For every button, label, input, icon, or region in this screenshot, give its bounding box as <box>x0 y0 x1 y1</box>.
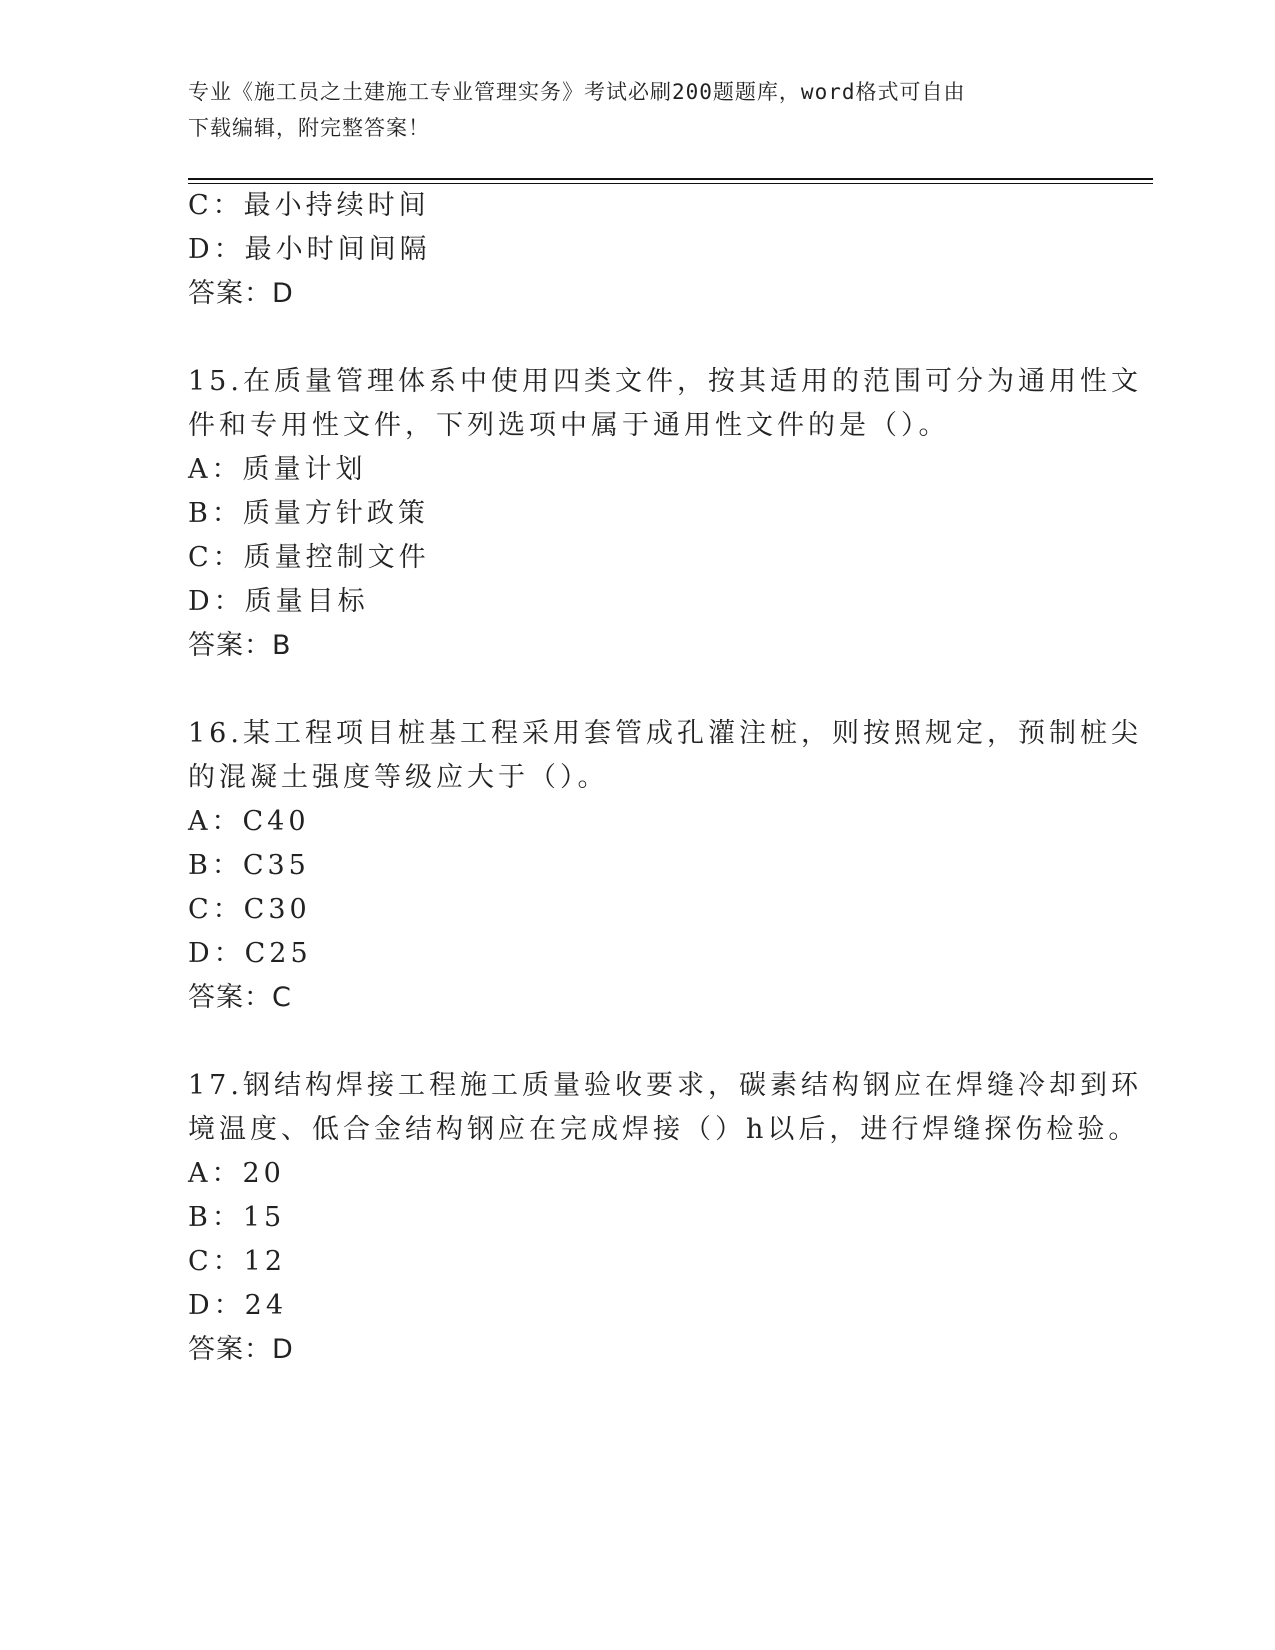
q14-option-d: D：最小时间间隔 <box>188 234 431 265</box>
q15-answer: 答案：B <box>188 630 292 661</box>
q15-option-c: C：质量控制文件 <box>188 542 430 573</box>
q17-stem-line-1: 17.钢结构焊接工程施工质量验收要求，碳素结构钢应在焊缝冷却到环 <box>188 1070 1142 1101</box>
header-line-1: 专业《施工员之土建施工专业管理实务》考试必刷200题题库，word格式可自由 <box>188 80 966 104</box>
document-header <box>188 74 1068 146</box>
q16-option-a: A：C40 <box>188 806 310 837</box>
q15-option-d: D：质量目标 <box>188 586 369 617</box>
q16-answer: 答案：C <box>188 982 292 1013</box>
q16-option-b: B：C35 <box>188 850 310 881</box>
q17-stem-line-2: 境温度、低合金结构钢应在完成焊接（）h以后，进行焊缝探伤检验。 <box>188 1114 1140 1145</box>
header-divider-bottom <box>188 183 1153 184</box>
q17-answer: 答案：D <box>188 1334 294 1365</box>
q17-option-a: A：20 <box>188 1158 285 1189</box>
q15-option-a: A：质量计划 <box>188 454 367 485</box>
header-line-2: 下载编辑，附完整答案！ <box>188 116 430 140</box>
q16-stem-line-1: 16.某工程项目桩基工程采用套管成孔灌注桩，则按照规定，预制桩尖 <box>188 718 1142 749</box>
q16-option-c: C：C30 <box>188 894 311 925</box>
q16-stem-line-2: 的混凝土强度等级应大于（）。 <box>188 762 609 793</box>
q14-answer: 答案：D <box>188 278 294 309</box>
q17-option-c: C：12 <box>188 1246 287 1277</box>
q14-option-c: C：最小持续时间 <box>188 190 430 221</box>
q15-stem-line-2: 件和专用性文件，下列选项中属于通用性文件的是（）。 <box>188 410 950 441</box>
q17-option-b: B：15 <box>188 1202 286 1233</box>
q17-option-d: D：24 <box>188 1290 288 1321</box>
q16-option-d: D：C25 <box>188 938 312 969</box>
q15-stem-line-1: 15.在质量管理体系中使用四类文件，按其适用的范围可分为通用性文 <box>188 366 1142 397</box>
header-divider-top <box>188 178 1153 180</box>
q15-option-b: B：质量方针政策 <box>188 498 429 529</box>
